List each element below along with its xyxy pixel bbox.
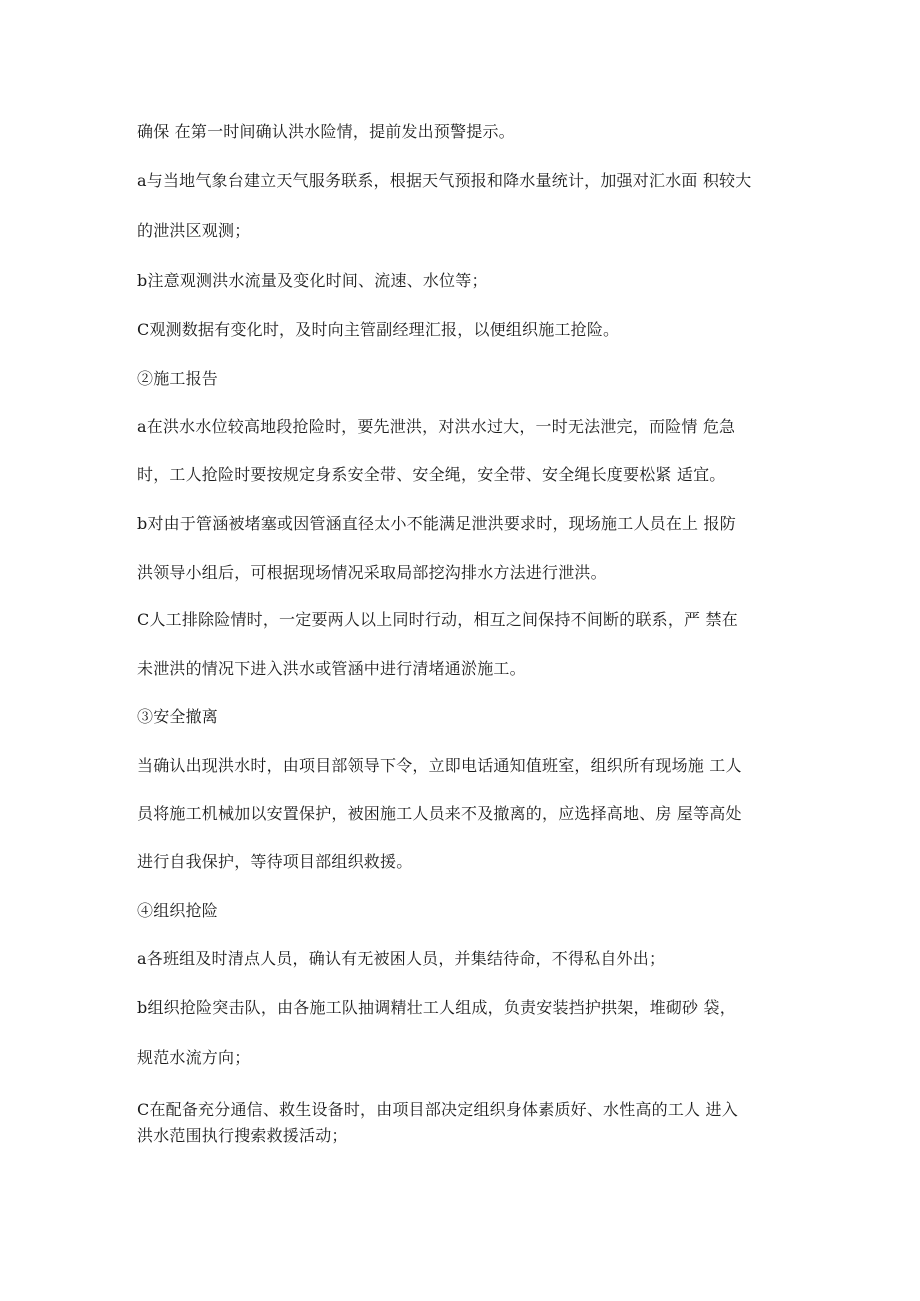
paragraph-line: a各班组及时清点人员，确认有无被困人员，并集结待命，不得私自外出； [137, 949, 666, 968]
section-heading: ④组织抢险 [137, 901, 219, 920]
section-heading: ②施工报告 [137, 369, 219, 388]
paragraph-line: 规范水流方向； [137, 1048, 251, 1067]
paragraph-line: b组织抢险突击队，由各施工队抽调精壮工人组成，负责安装挡护拱架，堆砌砂 袋， [137, 998, 736, 1017]
paragraph-line: a与当地气象台建立天气服务联系，根据天气预报和降水量统计，加强对汇水面 积较大 [137, 171, 752, 190]
paragraph-line: 未泄洪的情况下进入洪水或管涵中进行清堵通淤施工。 [137, 659, 526, 678]
paragraph-line: C在配备充分通信、救生设备时，由项目部决定组织身体素质好、水性高的工人 进入 [137, 1100, 738, 1119]
paragraph-line: 的泄洪区观测； [137, 221, 251, 240]
paragraph-line: C观测数据有变化时，及时向主管副经理汇报，以便组织施工抢险。 [137, 320, 620, 339]
paragraph-line: 进行自我保护，等待项目部组织救援。 [137, 852, 413, 871]
paragraph-line: 洪水范围执行搜索救援活动； [137, 1126, 348, 1145]
paragraph-line: 员将施工机械加以安置保护，被困施工人员来不及撤离的，应选择高地、房 屋等高处 [137, 804, 742, 823]
paragraph-line: C人工排除险情时，一定要两人以上同时行动，相互之间保持不间断的联系，严 禁在 [137, 610, 738, 629]
paragraph-line: 时，工人抢险时要按规定身系安全带、安全绳，安全带、安全绳长度要松紧 适宜。 [137, 465, 726, 484]
paragraph-line: 当确认出现洪水时，由项目部领导下令，立即电话通知值班室，组织所有现场施 工人 [137, 756, 742, 775]
paragraph-line: b对由于管涵被堵塞或因管涵直径太小不能满足泄洪要求时，现场施工人员在上 报防 [137, 514, 736, 533]
paragraph-line: 洪领导小组后，可根据现场情况采取局部挖沟排水方法进行泄洪。 [137, 563, 607, 582]
paragraph-line: a在洪水水位较高地段抢险时，要先泄洪，对洪水过大，一时无法泄完，而险情 危急 [137, 417, 736, 436]
paragraph-line: 确保 在第一时间确认洪水险情，提前发出预警提示。 [137, 122, 515, 141]
section-heading: ③安全撤离 [137, 707, 219, 726]
paragraph-line: b注意观测洪水流量及变化时间、流速、水位等； [137, 271, 488, 290]
